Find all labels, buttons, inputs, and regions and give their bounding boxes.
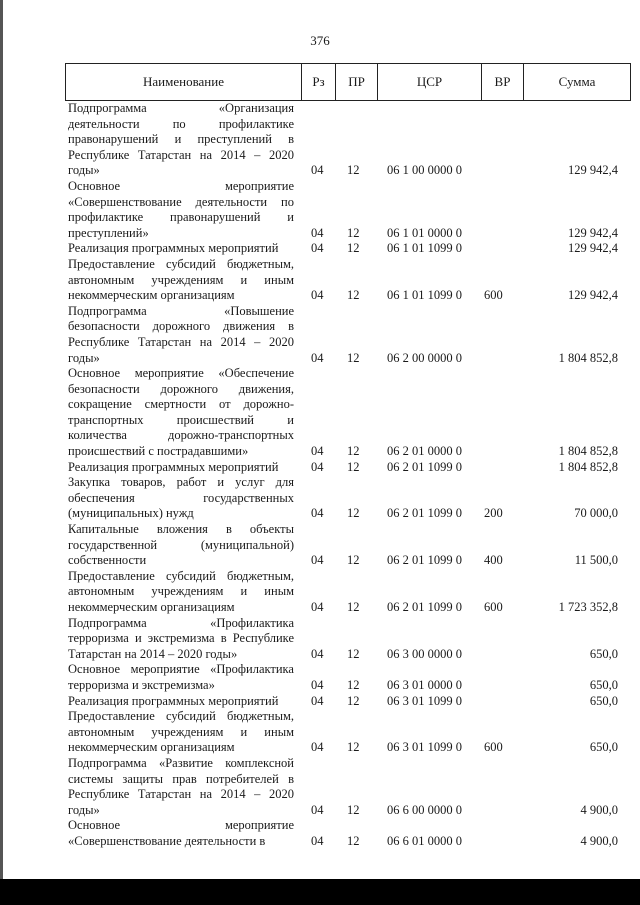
row-pr: 12 [347, 553, 360, 568]
row-pr: 12 [347, 740, 360, 755]
row-name: Подпрограмма «Организация деятельности по профилактике правонарушений и преступлений в Республике Татарстан на 2014 – 2020 годы» [68, 101, 294, 178]
row-pr: 12 [347, 444, 360, 459]
budget-table [65, 63, 631, 848]
row-vr: 600 [484, 288, 503, 303]
row-pr: 12 [347, 600, 360, 614]
row-name: Реализация программных мероприятий [68, 241, 279, 256]
row-sum: 1 723 352,8 [558, 600, 618, 614]
table-row [65, 694, 631, 710]
row-sum: 650,0 [589, 740, 618, 755]
row-csr: 06 1 01 1099 0 [387, 241, 462, 256]
row-csr: 06 3 01 1099 0 [387, 740, 462, 755]
table-row [65, 756, 631, 818]
row-pr: 12 [347, 163, 360, 178]
row-csr: 06 3 01 0000 0 [387, 677, 462, 692]
row-csr: 06 1 01 0000 0 [387, 225, 462, 240]
row-pr: 12 [347, 288, 360, 303]
header-vr: ВР [482, 64, 524, 100]
row-csr: 06 2 01 0000 0 [387, 444, 462, 459]
row-sum: 1 804 852,8 [558, 350, 618, 365]
table-row [65, 522, 631, 569]
header-pr: ПР [336, 64, 378, 100]
table-row [65, 257, 631, 304]
row-pr: 12 [347, 350, 360, 365]
row-rz: 04 [311, 444, 324, 459]
row-csr: 06 6 00 0000 0 [387, 802, 462, 817]
table-body [65, 101, 631, 850]
row-name: Предоставление субсидий бюджетным, автономным учреждениям и иным некоммерческим организациям [68, 568, 294, 614]
row-rz: 04 [311, 740, 324, 755]
table-row [65, 304, 631, 366]
table-row [65, 475, 631, 522]
row-sum: 1 804 852,8 [558, 444, 618, 459]
row-rz: 04 [311, 163, 324, 178]
row-name: Подпрограмма «Развитие комплексной системы защиты прав потребителей в Республике Татарстан на 2014 – 2020 годы» [68, 755, 294, 817]
row-vr: 200 [484, 506, 503, 521]
row-rz: 04 [311, 693, 324, 708]
row-pr: 12 [347, 506, 360, 521]
row-name: Капитальные вложения в объекты государственной (муниципальной) собственности [68, 522, 294, 568]
row-sum: 11 500,0 [574, 553, 618, 568]
row-sum: 1 804 852,8 [558, 459, 618, 474]
row-pr: 12 [347, 693, 360, 708]
row-rz: 04 [311, 553, 324, 568]
row-pr: 12 [347, 241, 360, 256]
table-row [65, 366, 631, 460]
row-name: Подпрограмма «Профилактика терроризма и экстремизма в Республике Татарстан на 2014 – 2020 годы» [68, 615, 294, 661]
table-row [65, 241, 631, 257]
row-rz: 04 [311, 241, 324, 256]
row-rz: 04 [311, 677, 324, 692]
row-sum: 4 900,0 [580, 802, 618, 817]
table-row [65, 569, 631, 616]
table-row [65, 818, 631, 849]
row-rz: 04 [311, 833, 324, 848]
row-csr: 06 6 01 0000 0 [387, 833, 462, 848]
row-name: Основное мероприятие «Совершенствование деятельности по профилактике правонарушений и преступлений» [68, 178, 294, 240]
row-csr: 06 3 01 1099 0 [387, 693, 462, 708]
row-name: Основное мероприятие «Профилактика терроризма и экстремизма» [68, 662, 294, 692]
row-name: Закупка товаров, работ и услуг для обеспечения государственных (муниципальных) нужд [68, 475, 294, 521]
row-pr: 12 [347, 225, 360, 240]
row-rz: 04 [311, 225, 324, 240]
table-row [65, 179, 631, 241]
row-csr: 06 1 00 0000 0 [387, 163, 462, 178]
row-sum: 129 942,4 [568, 241, 618, 256]
row-rz: 04 [311, 802, 324, 817]
row-csr: 06 3 00 0000 0 [387, 646, 462, 661]
row-vr: 600 [484, 600, 503, 614]
table-row [65, 709, 631, 756]
row-rz: 04 [311, 459, 324, 474]
header-sum: Сумма [558, 74, 596, 89]
header-rz: Рз [302, 64, 336, 100]
row-sum: 650,0 [589, 677, 618, 692]
row-pr: 12 [347, 833, 360, 848]
row-name: Предоставление субсидий бюджетным, автономным учреждениям и иным некоммерческим организациям [68, 256, 294, 303]
row-csr: 06 2 01 1099 0 [387, 600, 462, 614]
row-name: Реализация программных мероприятий [68, 459, 279, 474]
row-pr: 12 [347, 802, 360, 817]
row-name: Реализация программных мероприятий [68, 693, 279, 708]
table-row [65, 460, 631, 476]
row-pr: 12 [347, 459, 360, 474]
row-sum: 4 900,0 [580, 833, 618, 848]
row-rz: 04 [311, 646, 324, 661]
row-vr: 600 [484, 740, 503, 755]
row-name: Подпрограмма «Повышение безопасности дорожного движения в Республике Татарстан на 2014 – 2020 годы» [68, 303, 294, 365]
row-rz: 04 [311, 350, 324, 365]
row-sum: 129 942,4 [568, 225, 618, 240]
table-header [65, 63, 631, 101]
row-pr: 12 [347, 677, 360, 692]
row-csr: 06 2 01 1099 0 [387, 506, 462, 521]
row-name: Основное мероприятие «Совершенствование деятельности в [68, 818, 294, 848]
row-csr: 06 2 01 1099 0 [387, 459, 462, 474]
row-sum: 650,0 [589, 646, 618, 661]
header-name: Наименование [66, 64, 302, 100]
row-csr: 06 2 01 1099 0 [387, 553, 462, 568]
table-row [65, 662, 631, 693]
row-sum: 70 000,0 [574, 506, 618, 521]
row-rz: 04 [311, 506, 324, 521]
table-row [65, 101, 631, 179]
row-pr: 12 [347, 646, 360, 661]
row-sum: 650,0 [589, 693, 618, 708]
header-csr: ЦСР [378, 64, 482, 100]
row-sum: 129 942,4 [568, 163, 618, 178]
scan-edge [0, 0, 3, 905]
row-rz: 04 [311, 288, 324, 303]
page-number: 376 [310, 33, 330, 48]
row-name: Основное мероприятие «Обеспечение безопасности дорожного движения, сокращение смертности от дорожно-транспортных происшествий и количества дорожно-транспортных происшествий с пострадавшими» [68, 366, 294, 459]
row-name: Предоставление субсидий бюджетным, автономным учреждениям и иным некоммерческим организациям [68, 709, 294, 755]
row-sum: 129 942,4 [568, 288, 618, 303]
row-rz: 04 [311, 600, 324, 614]
row-csr: 06 1 01 1099 0 [387, 288, 462, 303]
row-vr: 400 [484, 553, 503, 568]
table-row [65, 616, 631, 663]
row-csr: 06 2 00 0000 0 [387, 350, 462, 365]
scan-bottom-bar [0, 879, 640, 905]
